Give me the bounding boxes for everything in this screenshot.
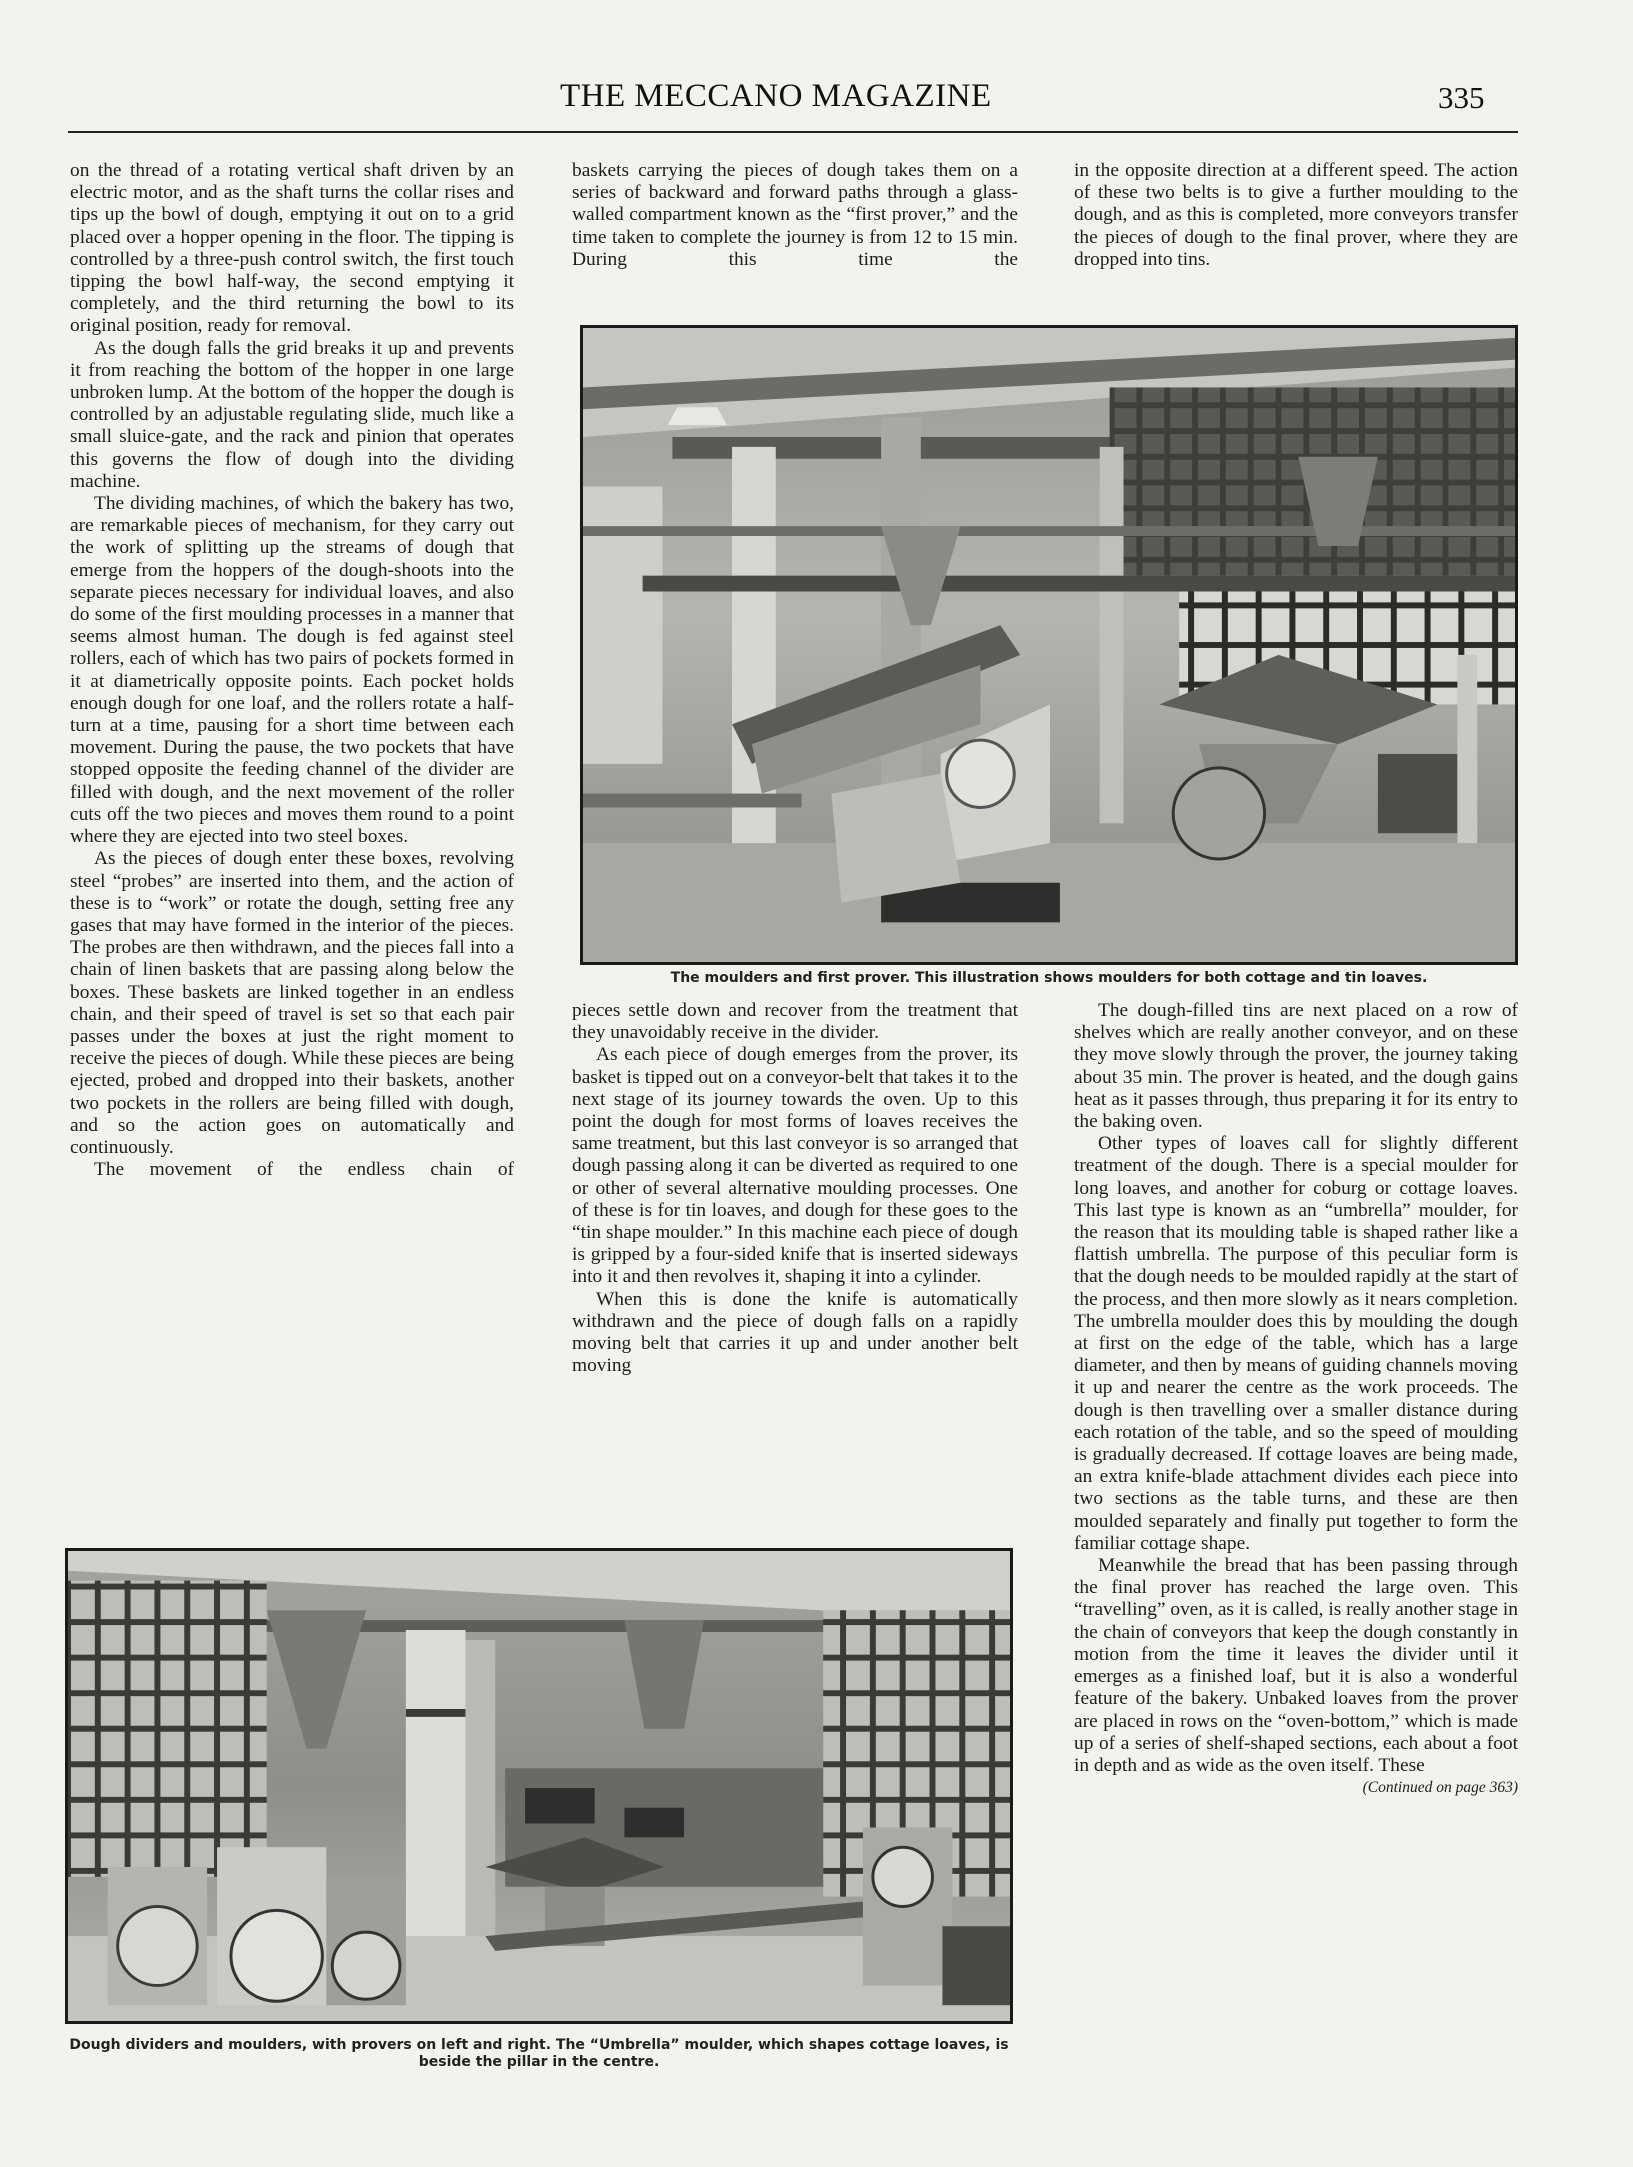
- paragraph: on the thread of a rotating vertical shaft driven by an electric motor, and as the shaft turns the collar rises and tips up the bowl of dough, emptying it out on to a grid placed over a hopper opening in the floor. The tipping is controlled by a three-push control switch, the first touch tipping the bowl half-way, the second emptying it completely, and the third returning the bowl to its original position, ready for removal.: [70, 160, 514, 337]
- dividers-photo-image: [68, 1551, 1010, 2021]
- paragraph: in the opposite direction at a different speed. The action of these two belts is to give a further moulding to the dough, and as this is completed, more conveyors transfer the pieces of dough to the final prover, where they are dropped into tins.: [1074, 160, 1518, 270]
- article-column-2-top: [572, 160, 1018, 295]
- paragraph: When this is done the knife is automatically withdrawn and the piece of dough falls on a rapidly moving belt that carries it up and under another belt moving: [572, 1288, 1018, 1377]
- article-column-3-bottom: [1074, 1000, 1518, 2078]
- figure-caption: The moulders and first prover. This illustration shows moulders for both cottage and tin loaves.: [670, 970, 1428, 986]
- paragraph-text: Meanwhile the bread that has been passing through the final prover has reached the large oven. This “travelling” oven, as it is called, is really another stage in the chain of conveyors that keep the dough constantly in motion from the time it leaves the divider until it emerges as a finished loaf, but it is also a wonderful feature of the bakery. Unbaked loaves from the prover are placed in rows on the “oven-bottom,” which is made up of a series of shelf-shaped sections, each about a foot in depth and as wide as the oven itself. These: [1074, 1555, 1518, 1776]
- paragraph: As the pieces of dough enter these boxes, revolving steel “probes” are inserted into them, and the action of these is to “work” or rotate the dough, setting free any gases that may have formed in the interior of the pieces. The probes are then withdrawn, and the pieces fall into a chain of linen baskets that are passing along below the boxes. These baskets are linked together in an endless chain, and their speed of travel is set so that each pair passes under the boxes at just the right moment to receive the pieces of dough. While these pieces are being ejected, probed and dropped into their baskets, another two pockets in the rollers are being filled with dough, and so the action goes on automatically and continuously.: [70, 848, 514, 1158]
- paragraph: Other types of loaves call for slightly different treatment of the dough. There is a special moulder for long loaves, and another for coburg or cottage loaves. This last type is known as an “umbrella” moulder, for the reason that its moulding table is shaped rather like a flattish umbrella. The purpose of this peculiar form is that the dough needs to be moulded rapidly at the start of the process, and then more slowly as it nears completion. The umbrella moulder does this by moulding the dough at first on the edge of the table, which has a large diameter, and then by means of guiding channels moving it up and nearer the centre as the work proceeds. The dough is then travelling over a smaller distance during each rotation of the table, and so the speed of moulding is gradually decreased. If cottage loaves are being made, an extra knife-blade attachment divides each piece into two sections as the table turns, and these are then moulded separately and finally put together to form the familiar cottage shape.: [1074, 1133, 1518, 1554]
- paragraph: The dough-filled tins are next placed on a row of shelves which are really another conveyor, and on these they move slowly through the prover, the journey taking about 35 min. The prover is heated, and the dough gains heat as it passes through, thus preparing it for its entry to the baking oven.: [1074, 1000, 1518, 1133]
- paragraph: pieces settle down and recover from the treatment that they unavoidably receive in the divider.: [572, 1000, 1018, 1044]
- header-rule: [68, 131, 1518, 133]
- page-number: 335: [1438, 80, 1485, 115]
- moulders-photo: [580, 325, 1518, 965]
- continued-note: (Continued on page 363): [1362, 1779, 1518, 1797]
- moulders-photo-image: [583, 328, 1515, 962]
- article-column-3-top: [1074, 160, 1518, 295]
- article-column-1: [70, 160, 514, 1530]
- paragraph: baskets carrying the pieces of dough takes them on a series of backward and forward paths through a glass-walled compartment known as the “first prover,” and the time taken to complete the journey is from 12 to 15 min. During this time the: [572, 160, 1018, 270]
- article-column-2-bottom: [572, 1000, 1018, 1530]
- paragraph: As each piece of dough emerges from the prover, its basket is tipped out on a conveyor-belt that takes it to the next stage of its journey towards the oven. Up to this point the dough for most forms of loaves receives the same treatment, but this last conveyor is so arranged that dough passing along it can be diverted as required to one or other of several alternative moulding processes. One of these is for tin loaves, and dough for these goes to the “tin shape moulder.” In this machine each piece of dough is gripped by a four-sided knife that is inserted sideways into it and then revolves it, shaping it into a cylinder.: [572, 1044, 1018, 1288]
- paragraph: As the dough falls the grid breaks it up and prevents it from reaching the bottom of the hopper in one large unbroken lump. At the bottom of the hopper the dough is controlled by an adjustable regulating slide, much like a small sluice-gate, and the rack and pinion that operates this governs the flow of dough into the dividing machine.: [70, 337, 514, 492]
- dividers-photo: [65, 1548, 1013, 2024]
- figure-caption: Dough dividers and moulders, with provers on left and right. The “Umbrella” moulder, which shapes cottage loaves, is beside the pillar in the centre.: [69, 2037, 1009, 2070]
- magazine-title: THE MECCANO MAGAZINE: [560, 78, 992, 114]
- paragraph: The movement of the endless chain of: [94, 1159, 514, 1181]
- paragraph: The dividing machines, of which the bakery has two, are remarkable pieces of mechanism, for they carry out the work of splitting up the streams of dough that emerge from the hoppers of the dough-shoots into the separate pieces necessary for individual loaves, and also do some of the first moulding processes in a manner that seems almost human. The dough is fed against steel rollers, each of which has two pairs of pockets formed in it at diametrically opposite points. Each pocket holds enough dough for one loaf, and the rollers rotate a half-turn at a time, pausing for a short time between each movement. During the pause, the two pockets that have stopped opposite the feeding channel of the divider are filled with dough, and the next movement of the roller cuts off the two pieces and moves them round to a point where they are ejected into two steel boxes.: [70, 493, 514, 848]
- paragraph: [1074, 1555, 1518, 1797]
